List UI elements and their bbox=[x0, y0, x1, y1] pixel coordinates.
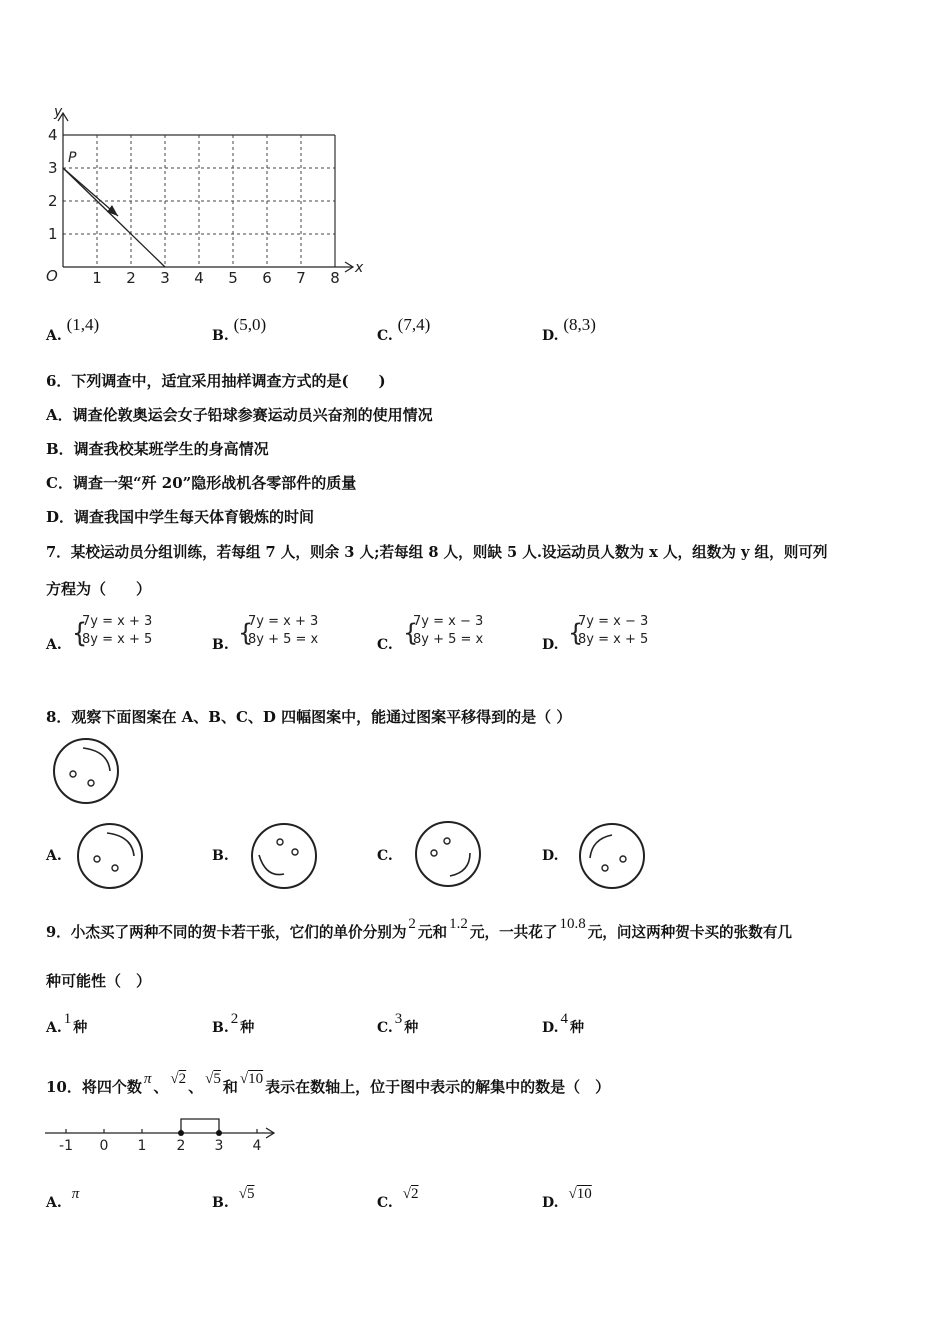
separator: 、 bbox=[153, 1078, 169, 1096]
price-2: 1.2 bbox=[449, 916, 468, 932]
radicand-10: 10 bbox=[248, 1071, 264, 1087]
q9-option-b[interactable] bbox=[212, 1011, 255, 1037]
endpoint-3 bbox=[216, 1130, 222, 1136]
equation-2: 8y + 5 = x bbox=[413, 632, 484, 647]
total-cost: 10.8 bbox=[559, 916, 586, 932]
x-tick-3: 3 bbox=[160, 269, 170, 287]
equation-2: 8y = x + 5 bbox=[578, 632, 649, 647]
price-1: 2 bbox=[408, 916, 416, 932]
y-tick-3: 3 bbox=[48, 159, 58, 177]
q5-option-b[interactable] bbox=[212, 315, 267, 345]
tick-label-0: 0 bbox=[99, 1138, 109, 1154]
option-unit: 种 bbox=[240, 1020, 255, 1036]
option-letter: C. bbox=[377, 637, 393, 653]
q9-stem-line2: 种可能性（ ） bbox=[46, 972, 152, 990]
q8-option-d-face[interactable] bbox=[576, 822, 648, 892]
pi-symbol: π bbox=[143, 1071, 152, 1087]
q9-option-c[interactable] bbox=[377, 1011, 419, 1037]
path-line bbox=[63, 168, 165, 267]
sqrt-5: √5 bbox=[205, 1071, 221, 1087]
sqrt-2: √2 bbox=[170, 1071, 187, 1087]
option-letter: B. bbox=[212, 1195, 229, 1211]
q10-option-b[interactable] bbox=[212, 1186, 256, 1212]
solution-set-bracket bbox=[181, 1119, 219, 1133]
x-tick-6: 6 bbox=[262, 269, 272, 287]
option-unit: 种 bbox=[570, 1020, 585, 1036]
q8-option-b-face[interactable] bbox=[248, 822, 320, 892]
q9-option-a[interactable] bbox=[46, 1011, 88, 1037]
y-axis-label: y bbox=[54, 104, 63, 120]
option-letter: A. bbox=[46, 1020, 62, 1036]
q8-option-a-letter[interactable]: A. bbox=[46, 848, 62, 864]
q6-option-b[interactable]: B．调查我校某班学生的身高情况 bbox=[46, 440, 269, 458]
q10-option-d[interactable] bbox=[542, 1186, 594, 1212]
grid-lines bbox=[63, 135, 335, 267]
y-tick-1: 1 bbox=[48, 225, 58, 243]
option-value: π bbox=[71, 1186, 80, 1202]
option-value: 2 bbox=[411, 1186, 419, 1202]
x-tick-labels bbox=[92, 269, 340, 287]
option-letter: A. bbox=[46, 637, 62, 653]
q9-stem-line1 bbox=[46, 916, 793, 942]
option-sqrt: √2 bbox=[402, 1186, 419, 1202]
q7-stem-line2: 方程为（ ） bbox=[46, 580, 152, 598]
q10-stem bbox=[46, 1071, 611, 1097]
q5-option-a[interactable] bbox=[46, 315, 100, 345]
option-value: 10 bbox=[576, 1186, 592, 1202]
option-value: 4 bbox=[560, 1011, 569, 1027]
option-letter: D. bbox=[542, 637, 559, 653]
option-unit: 种 bbox=[404, 1020, 419, 1036]
option-letter: A. bbox=[46, 328, 62, 344]
equation-system: { 7y = x − 3 8y = x + 5 bbox=[568, 613, 678, 649]
q10-option-c[interactable] bbox=[377, 1186, 421, 1212]
separator: 、 bbox=[188, 1078, 204, 1096]
x-tick-5: 5 bbox=[228, 269, 238, 287]
reference-face-figure bbox=[50, 737, 122, 807]
q8-option-c-letter[interactable]: C. bbox=[377, 848, 393, 864]
q9-stem-part-a: 9．小杰买了两种不同的贺卡若干张，它们的单价分别为 bbox=[46, 924, 407, 941]
q5-option-c[interactable] bbox=[377, 315, 431, 345]
option-value: 2 bbox=[230, 1011, 239, 1027]
q10-stem-part-a: 10．将四个数 bbox=[46, 1078, 142, 1096]
tick-label-3: 3 bbox=[214, 1138, 224, 1154]
x-axis-label: x bbox=[355, 260, 364, 276]
option-letter: C. bbox=[377, 328, 393, 344]
equation-system: { 7y = x + 3 8y = x + 5 bbox=[72, 613, 182, 649]
q9-stem-part-d: 元，问这两种贺卡买的张数有几 bbox=[587, 924, 793, 941]
tick-label-4: 4 bbox=[252, 1138, 262, 1154]
option-letter: B. bbox=[212, 637, 229, 653]
equation-1: 7y = x − 3 bbox=[413, 614, 484, 629]
option-value: (1,4) bbox=[66, 315, 100, 334]
option-sqrt: √5 bbox=[238, 1186, 255, 1202]
point-label: P bbox=[68, 150, 77, 166]
option-letter: D. bbox=[542, 1020, 559, 1036]
tick-label-neg1: -1 bbox=[59, 1138, 73, 1154]
q9-option-d[interactable] bbox=[542, 1011, 585, 1037]
q8-option-a-face[interactable] bbox=[74, 822, 146, 892]
x-tick-2: 2 bbox=[126, 269, 136, 287]
y-tick-2: 2 bbox=[48, 192, 58, 210]
x-tick-8: 8 bbox=[330, 269, 340, 287]
option-sqrt: √10 bbox=[568, 1186, 592, 1202]
x-tick-4: 4 bbox=[194, 269, 204, 287]
q8-option-b-letter[interactable]: B. bbox=[212, 848, 229, 864]
origin-label: O bbox=[46, 267, 58, 285]
q6-option-d[interactable]: D．调查我国中学生每天体育锻炼的时间 bbox=[46, 508, 315, 526]
q6-stem: 6．下列调查中，适宜采用抽样调查方式的是( ) bbox=[46, 372, 386, 390]
q10-option-a[interactable] bbox=[46, 1186, 81, 1212]
number-line-figure bbox=[40, 1112, 290, 1157]
option-value: 1 bbox=[63, 1011, 72, 1027]
equation-system: { 7y = x − 3 8y + 5 = x bbox=[403, 613, 513, 649]
q8-option-c-face[interactable] bbox=[412, 820, 484, 890]
x-tick-1: 1 bbox=[92, 269, 102, 287]
q9-stem-part-c: 元，一共花了 bbox=[469, 924, 558, 941]
direction-arrow bbox=[107, 205, 118, 216]
q5-option-d[interactable] bbox=[542, 315, 596, 345]
option-value: (7,4) bbox=[397, 315, 431, 334]
radicand-5: 5 bbox=[213, 1071, 221, 1087]
q7-stem-line1: 7．某校运动员分组训练，若每组 7 人，则余 3 人;若每组 8 人，则缺 5 人.设运动员人数为 x 人，组数为 y 组，则可列 bbox=[46, 544, 828, 561]
equation-2: 8y + 5 = x bbox=[248, 632, 319, 647]
y-tick-labels bbox=[48, 126, 58, 243]
equation-1: 7y = x + 3 bbox=[248, 614, 319, 629]
equation-system: { 7y = x + 3 8y + 5 = x bbox=[238, 613, 348, 649]
option-value: 3 bbox=[394, 1011, 403, 1027]
axis-tick-labels bbox=[59, 1138, 262, 1154]
x-tick-7: 7 bbox=[296, 269, 306, 287]
coordinate-grid-figure bbox=[40, 100, 380, 295]
equation-2: 8y = x + 5 bbox=[82, 632, 153, 647]
option-letter: D. bbox=[542, 1195, 559, 1211]
q8-option-d-letter[interactable]: D. bbox=[542, 848, 559, 864]
option-letter: C. bbox=[377, 1020, 393, 1036]
option-letter: C. bbox=[377, 1195, 393, 1211]
option-letter: B. bbox=[212, 1020, 229, 1036]
q6-option-a[interactable]: A．调查伦敦奥运会女子铅球参赛运动员兴奋剂的使用情况 bbox=[46, 406, 433, 424]
endpoint-2 bbox=[178, 1130, 184, 1136]
option-value: (8,3) bbox=[563, 315, 596, 334]
q8-stem: 8．观察下面图案在 A、B、C、D 四幅图案中，能通过图案平移得到的是（ ） bbox=[46, 708, 572, 726]
option-unit: 种 bbox=[73, 1020, 88, 1036]
q10-stem-part-b: 表示在数轴上，位于图中表示的解集中的数是（ ） bbox=[265, 1078, 611, 1096]
q9-stem-part-b: 元和 bbox=[417, 924, 448, 941]
sqrt-10: √10 bbox=[239, 1071, 264, 1087]
equation-1: 7y = x − 3 bbox=[578, 614, 649, 629]
radicand-2: 2 bbox=[178, 1071, 187, 1087]
option-value: 5 bbox=[246, 1186, 255, 1202]
q6-option-c[interactable]: C．调查一架“歼 20”隐形战机各零部件的质量 bbox=[46, 474, 357, 492]
equation-1: 7y = x + 3 bbox=[82, 614, 153, 629]
option-letter: B. bbox=[212, 328, 229, 344]
option-letter: D. bbox=[542, 328, 559, 344]
tick-label-1: 1 bbox=[137, 1138, 147, 1154]
y-tick-4: 4 bbox=[48, 126, 58, 144]
tick-label-2: 2 bbox=[176, 1138, 186, 1154]
conjunction: 和 bbox=[222, 1078, 238, 1096]
option-value: (5,0) bbox=[233, 315, 267, 334]
option-letter: A. bbox=[46, 1195, 62, 1211]
